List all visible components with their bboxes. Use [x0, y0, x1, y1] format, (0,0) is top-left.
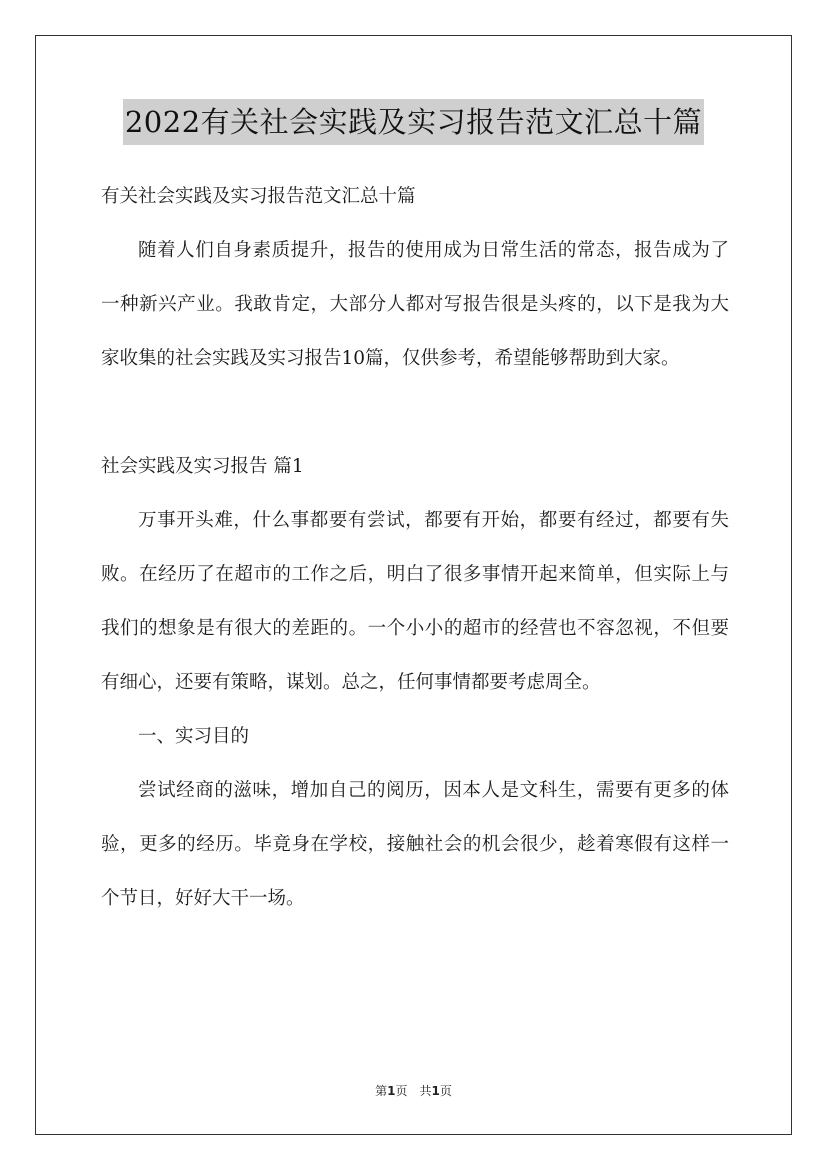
subheading-internship-purpose: 一、实习目的: [138, 726, 250, 747]
section-heading: 社会实践及实习报告 篇1: [101, 456, 304, 477]
section-paragraph-2: 尝试经商的滋味，增加自己的阅历，因本人是文科生，需要有更多的体验，更多的经历。毕竟身在学校，接触社会的机会很少，趁着寒假有这样一个节日，好好大干一场。: [101, 780, 729, 909]
blank-line: [101, 386, 729, 440]
section-paragraph-1: 万事开头难，什么事都要有尝试，都要有开始，都要有经过，都要有失败。在经历了在超市的工作之后，明白了很多事情开起来简单，但实际上与我们的想象是有很大的差距的。一个小小的超市的经营也不容忽视，不但要有细心，还要有策略，谋划。总之，任何事情都要考虑周全。: [101, 510, 729, 693]
document-body: [101, 170, 729, 926]
document-title: 2022有关社会实践及实习报告范文汇总十篇: [123, 99, 704, 145]
title-container: [0, 99, 827, 145]
page-footer: [0, 1082, 827, 1099]
intro-paragraph: 随着人们自身素质提升，报告的使用成为日常生活的常态，报告成为了一种新兴产业。我敢肯定，大部分人都对写报告很是头疼的，以下是我为大家收集的社会实践及实习报告10篇，仅供参考，希望能够帮助到大家。: [101, 240, 729, 369]
current-page-number: 1: [387, 1084, 396, 1098]
total-page-number: 1: [431, 1084, 440, 1098]
document-subtitle: 有关社会实践及实习报告范文汇总十篇: [101, 186, 416, 207]
page-number-middle: 页 共: [395, 1084, 432, 1098]
page-number-prefix: 第: [375, 1084, 388, 1098]
page-number-suffix: 页: [439, 1084, 452, 1098]
